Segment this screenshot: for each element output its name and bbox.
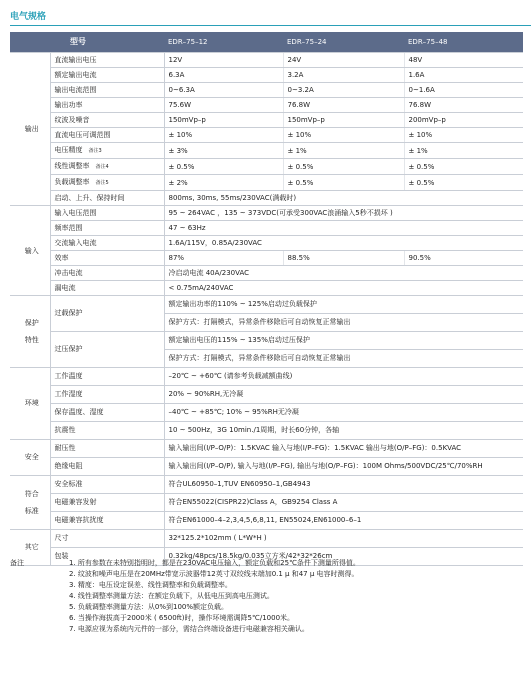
header-col-1: EDR–75–12	[164, 32, 283, 53]
value-cell: 76.8W	[283, 98, 404, 113]
table-row	[10, 175, 523, 191]
row-name: 纹波及噪音	[50, 113, 164, 128]
value-cell: ± 0.5%	[404, 175, 523, 191]
value-cell: 87%	[164, 251, 283, 266]
value-cell: 符合UL60950–1,TUV EN60950–1,GB4943	[164, 476, 523, 494]
value-cell: 额定输出电压的115% ~ 135%启动过压保护	[164, 332, 523, 350]
value-cell: 额定输出功率的110% ~ 125%启动过负载保护	[164, 296, 523, 314]
value-cell: 保护方式：打隔模式，异常条件移除后可自动恢复正常输出	[164, 314, 523, 332]
table-row	[10, 206, 523, 221]
row-note: 备注4	[95, 164, 109, 170]
value-cell: 75.6W	[164, 98, 283, 113]
value-cell: 符合EN61000–4–2,3,4,5,6,8,11, EN55024,EN61000–6–1	[164, 512, 523, 530]
value-cell: 200mVp–p	[404, 113, 523, 128]
table-row	[10, 512, 523, 530]
notes-list	[69, 558, 529, 635]
table-row	[10, 458, 523, 476]
category-input: 输入	[10, 206, 50, 296]
header-model: 型号	[50, 32, 164, 53]
table-row	[10, 476, 523, 494]
note-item: 6. 当操作海拔高于2000米 ( 6500ft)时，操作环境需调降5℃/1000米。	[69, 614, 295, 622]
row-name: 保存温度、湿度	[50, 404, 164, 422]
row-name: 输出电流范围	[50, 83, 164, 98]
row-name: 安全标准	[50, 476, 164, 494]
note-item: 3. 精度：电压设定误差、线性调整率和负载调整率。	[69, 581, 232, 589]
note-item: 5. 负载调整率测量方法：从0%到100%额定负载。	[69, 603, 229, 611]
row-name: 抗震性	[50, 422, 164, 440]
value-cell: ± 10%	[404, 128, 523, 143]
table-row	[10, 530, 523, 548]
table-row	[10, 83, 523, 98]
table-row	[10, 440, 523, 458]
note-item: 7. 电源应视为系统内元件的一部分，需结合终端设备进行电磁兼容相关确认。	[69, 625, 309, 633]
table-row	[10, 266, 523, 281]
table-row	[10, 191, 523, 206]
page-title: 电气规格	[10, 12, 47, 22]
value-cell: 0~1.6A	[404, 83, 523, 98]
table-row	[10, 53, 523, 68]
value-cell: 10 ~ 500Hz，3G 10min./1周期，时长60分钟，各轴	[164, 422, 523, 440]
row-note: 备注3	[88, 148, 102, 154]
row-name: 过载保护	[50, 296, 164, 332]
value-cell: 0.32kg/48pcs/18.5kg/0.035立方米/42*32*26cm	[164, 548, 523, 566]
value-cell: –40℃ ~ +85℃; 10% ~ 95%RH无冷凝	[164, 404, 523, 422]
header-col-3: EDR–75–48	[404, 32, 523, 53]
value-cell: 150mVp–p	[283, 113, 404, 128]
table-row	[10, 368, 523, 386]
value-cell: ± 2%	[164, 175, 283, 191]
row-name-text: 电压精度	[54, 146, 83, 154]
value-cell: 1.6A	[404, 68, 523, 83]
value-cell: 88.5%	[283, 251, 404, 266]
value-cell: 32*125.2*102mm ( L*W*H )	[164, 530, 523, 548]
row-name	[50, 159, 164, 175]
value-cell: ± 1%	[283, 143, 404, 159]
table-row	[10, 128, 523, 143]
row-name: 漏电流	[50, 281, 164, 296]
row-name: 耐压性	[50, 440, 164, 458]
title-divider	[10, 25, 531, 26]
row-name: 冲击电流	[50, 266, 164, 281]
row-name: 输出功率	[50, 98, 164, 113]
value-cell: 6.3A	[164, 68, 283, 83]
category-environment: 环境	[10, 368, 50, 440]
table-row	[10, 386, 523, 404]
note-item: 2. 纹波和噪声电压是在20MHz带宽示波器带12英寸双绞线末端加0.1 μ 和47 μ 电容时测得。	[69, 570, 359, 578]
table-row	[10, 68, 523, 83]
value-cell: 12V	[164, 53, 283, 68]
category-safety: 安全	[10, 440, 50, 476]
row-name: 尺寸	[50, 530, 164, 548]
value-cell: < 0.75mA/240VAC	[164, 281, 523, 296]
table-row	[10, 251, 523, 266]
value-cell: 90.5%	[404, 251, 523, 266]
spec-table	[10, 32, 523, 566]
table-row	[10, 281, 523, 296]
value-cell: 76.8W	[404, 98, 523, 113]
row-name: 额定输出电流	[50, 68, 164, 83]
header-blank	[10, 32, 50, 53]
table-row	[10, 332, 523, 350]
row-name-text: 线性调整率	[54, 162, 90, 170]
table-row	[10, 236, 523, 251]
value-cell: 47 ~ 63Hz	[164, 221, 523, 236]
value-cell: 3.2A	[283, 68, 404, 83]
table-row	[10, 296, 523, 314]
table-row	[10, 159, 523, 175]
value-cell: –20℃ ~ +60℃ (请参考负载减额曲线)	[164, 368, 523, 386]
value-cell: 输入输出间(I/P–O/P)：1.5KVAC 输入与地(I/P–FG)：1.5KVAC 输出与地(O/P–FG)：0.5KVAC	[164, 440, 523, 458]
row-name: 工作温度	[50, 368, 164, 386]
row-name: 绝缘电阻	[50, 458, 164, 476]
value-cell: 24V	[283, 53, 404, 68]
row-name: 工作湿度	[50, 386, 164, 404]
row-name-text: 负载调整率	[54, 178, 90, 186]
row-name	[50, 143, 164, 159]
value-cell: 95 ~ 264VAC ，135 ~ 373VDC(可承受300VAC浪涌输入5秒不损坏 )	[164, 206, 523, 221]
row-name: 交流输入电流	[50, 236, 164, 251]
value-cell: 800ms, 30ms, 55ms/230VAC(满载时)	[164, 191, 523, 206]
value-cell: 符合EN55022(CISPR22)Class A，GB9254 Class A	[164, 494, 523, 512]
value-cell: ± 10%	[283, 128, 404, 143]
row-name: 输入电压范围	[50, 206, 164, 221]
row-name: 电磁兼容抗扰度	[50, 512, 164, 530]
row-name: 直流输出电压	[50, 53, 164, 68]
table-row	[10, 143, 523, 159]
value-cell: 1.6A/115V，0.85A/230VAC	[164, 236, 523, 251]
value-cell: ± 0.5%	[283, 175, 404, 191]
value-cell: 0~3.2A	[283, 83, 404, 98]
value-cell: ± 10%	[164, 128, 283, 143]
value-cell: 冷启动电流 40A/230VAC	[164, 266, 523, 281]
row-name: 启动、上升、保持时间	[50, 191, 164, 206]
row-name	[50, 175, 164, 191]
category-other: 其它	[10, 530, 50, 566]
table-row	[10, 98, 523, 113]
value-cell: ± 0.5%	[283, 159, 404, 175]
note-item: 4. 线性调整率测量方法：在额定负载下，从低电压到高电压测试。	[69, 592, 274, 600]
value-cell: 48V	[404, 53, 523, 68]
category-output: 输出	[10, 53, 50, 206]
table-row	[10, 113, 523, 128]
row-name: 包装	[50, 548, 164, 566]
note-item: 1. 所有参数在未特别指明时，都是在230VAC电压输入，额定负载和25℃条件下测量所得值。	[69, 559, 360, 567]
table-header-row	[10, 32, 523, 53]
value-cell: ± 0.5%	[164, 159, 283, 175]
header-col-2: EDR–75–24	[283, 32, 404, 53]
value-cell: 20% ~ 90%RH,无冷凝	[164, 386, 523, 404]
value-cell: 150mVp–p	[164, 113, 283, 128]
value-cell: 保护方式：打隔模式，异常条件移除后可自动恢复正常输出	[164, 350, 523, 368]
row-name: 过压保护	[50, 332, 164, 368]
value-cell: ± 3%	[164, 143, 283, 159]
value-cell: ± 1%	[404, 143, 523, 159]
table-row	[10, 422, 523, 440]
row-name: 频率范围	[50, 221, 164, 236]
value-cell: 输入输出间(I/P–O/P), 输入与地(I/P–FG), 输出与地(O/P–FG)：100M Ohms/500VDC/25℃/70%RH	[164, 458, 523, 476]
value-cell: 0~6.3A	[164, 83, 283, 98]
row-name: 效率	[50, 251, 164, 266]
category-protection: 保护 特性	[10, 296, 50, 368]
notes-label: 备注	[10, 559, 24, 567]
table-row	[10, 404, 523, 422]
table-row	[10, 494, 523, 512]
value-cell: ± 0.5%	[404, 159, 523, 175]
row-name: 直流电压可调范围	[50, 128, 164, 143]
row-note: 备注5	[95, 180, 109, 186]
category-standards: 符合 标准	[10, 476, 50, 530]
row-name: 电磁兼容发射	[50, 494, 164, 512]
table-row	[10, 221, 523, 236]
